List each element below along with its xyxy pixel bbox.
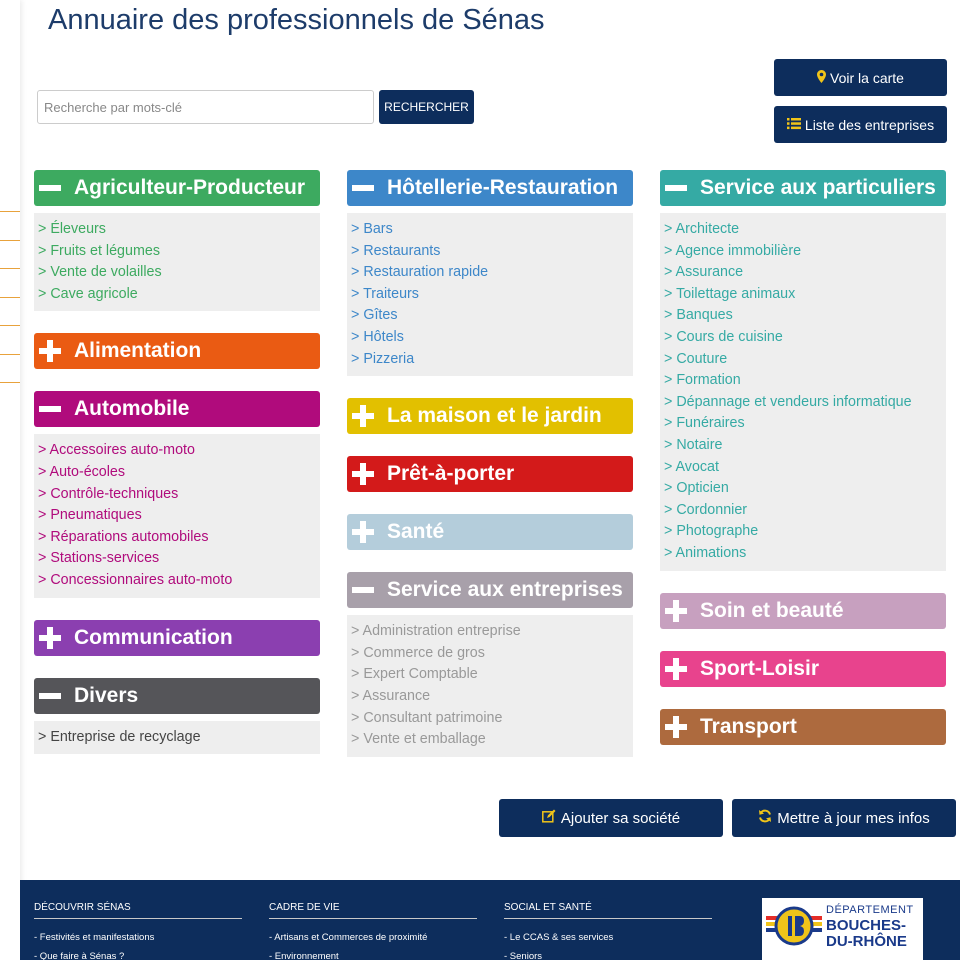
footer-link[interactable]: - Environnement <box>269 951 339 960</box>
category-transport <box>660 709 946 745</box>
plus-icon <box>664 715 688 739</box>
subcategory-link[interactable]: > Gîtes <box>351 307 398 324</box>
refresh-icon <box>758 809 772 827</box>
subcategory-link[interactable]: > Couture <box>664 350 728 367</box>
update-info-label: Mettre à jour mes infos <box>777 809 930 827</box>
plus-icon <box>664 599 688 623</box>
department-logo[interactable] <box>762 898 923 960</box>
subcategory-link[interactable]: > Animations <box>664 544 747 561</box>
category-header-pret-a-porter[interactable] <box>347 456 633 492</box>
plus-icon <box>38 339 62 363</box>
side-tick <box>0 297 20 298</box>
subcategory-link[interactable]: > Notaire <box>664 436 723 453</box>
company-list-button[interactable] <box>774 106 947 143</box>
category-divers <box>34 678 320 755</box>
subcategory-list <box>34 721 320 755</box>
subcategory-link[interactable]: > Fruits et légumes <box>38 242 160 259</box>
search-input[interactable] <box>37 90 374 124</box>
department-logo-line2: BOUCHES- <box>826 917 907 934</box>
category-service-aux-particuliers <box>660 170 946 571</box>
side-tick <box>0 268 20 269</box>
side-tick <box>0 325 20 326</box>
plus-icon <box>351 520 375 544</box>
plus-icon <box>351 462 375 486</box>
footer-column <box>34 902 242 960</box>
footer-column <box>504 902 712 960</box>
category-header-la-maison-et-le-jardin[interactable] <box>347 398 633 434</box>
category-header-hotellerie-restauration[interactable] <box>347 170 633 206</box>
category-label: Service aux entreprises <box>387 578 623 602</box>
subcategory-link[interactable]: > Cours de cuisine <box>664 328 783 345</box>
category-header-service-aux-entreprises[interactable] <box>347 572 633 608</box>
subcategory-link[interactable]: > Vente de volailles <box>38 264 162 281</box>
category-label: Automobile <box>74 397 190 421</box>
category-label: Agriculteur-Producteur <box>74 176 306 199</box>
category-agriculteur-producteur <box>34 170 320 311</box>
subcategory-link[interactable]: > Restauration rapide <box>351 264 489 281</box>
category-column-1 <box>34 170 320 776</box>
category-label: La maison et le jardin <box>387 404 602 428</box>
edit-icon <box>542 809 556 827</box>
subcategory-link[interactable]: > Hôtels <box>351 328 404 345</box>
footer-column-title: SOCIAL ET SANTÉ <box>504 902 712 919</box>
side-tick <box>0 240 20 241</box>
side-tick <box>0 211 20 212</box>
list-icon <box>787 117 801 133</box>
category-pret-a-porter <box>347 456 633 492</box>
minus-icon <box>351 176 375 200</box>
subcategory-link[interactable]: > Photographe <box>664 523 759 540</box>
subcategory-list <box>660 213 946 571</box>
subcategory-link[interactable]: > Stations-services <box>38 550 160 567</box>
subcategory-link[interactable]: > Expert Comptable <box>351 666 478 683</box>
minus-icon <box>38 684 62 708</box>
category-header-soin-et-beaute[interactable] <box>660 593 946 629</box>
category-label: Alimentation <box>74 339 202 363</box>
subcategory-link[interactable]: > Concessionnaires auto-moto <box>38 571 233 588</box>
subcategory-link[interactable]: > Dépannage et vendeurs informatique <box>664 393 912 410</box>
category-label: Divers <box>74 683 139 707</box>
minus-icon <box>351 578 375 602</box>
subcategory-link[interactable]: > Accessoires auto-moto <box>38 442 195 459</box>
subcategory-link[interactable]: > Vente et emballage <box>351 731 486 748</box>
subcategory-link[interactable]: > Bars <box>351 221 393 237</box>
category-header-service-aux-particuliers[interactable] <box>660 170 946 206</box>
plus-icon <box>664 657 688 681</box>
subcategory-link[interactable]: > Traiteurs <box>351 285 419 302</box>
category-la-maison-et-le-jardin <box>347 398 633 434</box>
subcategory-link[interactable]: > Réparations automobiles <box>38 528 209 545</box>
subcategory-link[interactable]: > Toilettage animaux <box>664 285 796 302</box>
subcategory-link[interactable]: > Entreprise de recyclage <box>38 728 201 745</box>
subcategory-link[interactable]: > Commerce de gros <box>351 644 485 661</box>
footer-column-title: DÉCOUVRIR SÉNAS <box>34 902 242 919</box>
footer-link[interactable]: - Le CCAS & ses services <box>504 932 614 943</box>
category-sante <box>347 514 633 550</box>
view-map-button[interactable] <box>774 59 947 96</box>
category-label: Santé <box>387 520 445 544</box>
subcategory-link[interactable]: > Opticien <box>664 480 729 497</box>
minus-icon <box>38 176 62 200</box>
footer-column <box>269 902 477 960</box>
category-header-sport-loisir[interactable] <box>660 651 946 687</box>
view-map-label: Voir la carte <box>830 69 904 86</box>
subcategory-link[interactable]: > Auto-écoles <box>38 463 126 480</box>
category-soin-et-beaute <box>660 593 946 629</box>
category-label: Soin et beauté <box>700 598 844 622</box>
left-side-panel <box>0 0 20 960</box>
department-logo-line3: DU-RHÔNE <box>826 933 907 950</box>
category-header-alimentation[interactable] <box>34 333 320 369</box>
footer-link[interactable]: - Que faire à Sénas ? <box>34 951 125 960</box>
footer-link[interactable]: - Artisans et Commerces de proximité <box>269 932 428 943</box>
footer-link[interactable]: - Seniors <box>504 951 543 960</box>
category-sport-loisir <box>660 651 946 687</box>
plus-icon <box>38 626 62 650</box>
footer-column-title: CADRE DE VIE <box>269 902 477 919</box>
category-alimentation <box>34 333 320 369</box>
subcategory-list <box>347 615 633 757</box>
site-footer <box>20 880 960 960</box>
subcategory-link[interactable]: > Assurance <box>351 687 431 704</box>
subcategory-link[interactable]: > Banques <box>664 307 733 324</box>
subcategory-link[interactable]: > Consultant patrimoine <box>351 709 503 726</box>
subcategory-link[interactable]: > Cordonnier <box>664 501 748 518</box>
category-label: Sport-Loisir <box>700 656 819 680</box>
category-label: Communication <box>74 625 233 649</box>
update-info-button[interactable] <box>732 799 956 837</box>
side-tick <box>0 382 20 383</box>
category-header-transport[interactable] <box>660 709 946 745</box>
subcategory-link[interactable]: > Assurance <box>664 264 744 281</box>
category-header-sante[interactable] <box>347 514 633 550</box>
subcategory-link[interactable]: > Cave agricole <box>38 285 138 302</box>
subcategory-list <box>347 213 633 376</box>
category-label: Hôtellerie-Restauration <box>387 176 619 199</box>
subcategory-list <box>34 213 320 311</box>
subcategory-link[interactable]: > Pizzeria <box>351 350 415 367</box>
category-header-agriculteur-producteur[interactable] <box>34 170 320 206</box>
category-hotellerie-restauration <box>347 170 633 376</box>
subcategory-link[interactable]: > Administration entreprise <box>351 623 521 640</box>
add-company-label: Ajouter sa société <box>560 809 681 827</box>
category-label: Transport <box>700 714 797 738</box>
subcategory-link[interactable]: > Architecte <box>664 221 740 237</box>
minus-icon <box>664 176 688 200</box>
company-list-label: Liste des entreprises <box>804 116 935 133</box>
side-tick <box>0 354 20 355</box>
page-title: Annuaire des professionnels de Sénas <box>48 4 545 36</box>
subcategory-list <box>34 434 320 597</box>
category-label: Service aux particuliers <box>700 176 936 199</box>
footer-link[interactable]: - Festivités et manifestations <box>34 932 155 943</box>
category-column-2 <box>347 170 633 779</box>
subcategory-link[interactable]: > Pneumatiques <box>38 507 142 524</box>
search-button[interactable]: RECHERCHER <box>379 90 474 124</box>
subcategory-link[interactable]: > Éleveurs <box>38 221 106 237</box>
plus-icon <box>351 404 375 428</box>
subcategory-link[interactable]: > Agence immobilière <box>664 242 802 259</box>
category-column-3 <box>660 170 946 767</box>
subcategory-link[interactable]: > Restaurants <box>351 242 441 259</box>
category-service-aux-entreprises <box>347 572 633 757</box>
department-emblem-icon <box>766 904 822 948</box>
minus-icon <box>38 397 62 421</box>
category-header-divers[interactable] <box>34 678 320 714</box>
category-header-automobile[interactable] <box>34 391 320 427</box>
department-logo-name <box>826 918 907 950</box>
subcategory-link[interactable]: > Avocat <box>664 458 719 475</box>
category-header-communication[interactable] <box>34 620 320 656</box>
map-marker-icon <box>817 70 826 86</box>
department-logo-line1: DÉPARTEMENT <box>826 904 914 916</box>
category-label: Prêt-à-porter <box>387 462 515 486</box>
add-company-button[interactable] <box>499 799 723 837</box>
subcategory-link[interactable]: > Formation <box>664 372 741 389</box>
subcategory-link[interactable]: > Contrôle-techniques <box>38 485 179 502</box>
category-automobile <box>34 391 320 597</box>
category-communication <box>34 620 320 656</box>
subcategory-link[interactable]: > Funéraires <box>664 415 745 432</box>
